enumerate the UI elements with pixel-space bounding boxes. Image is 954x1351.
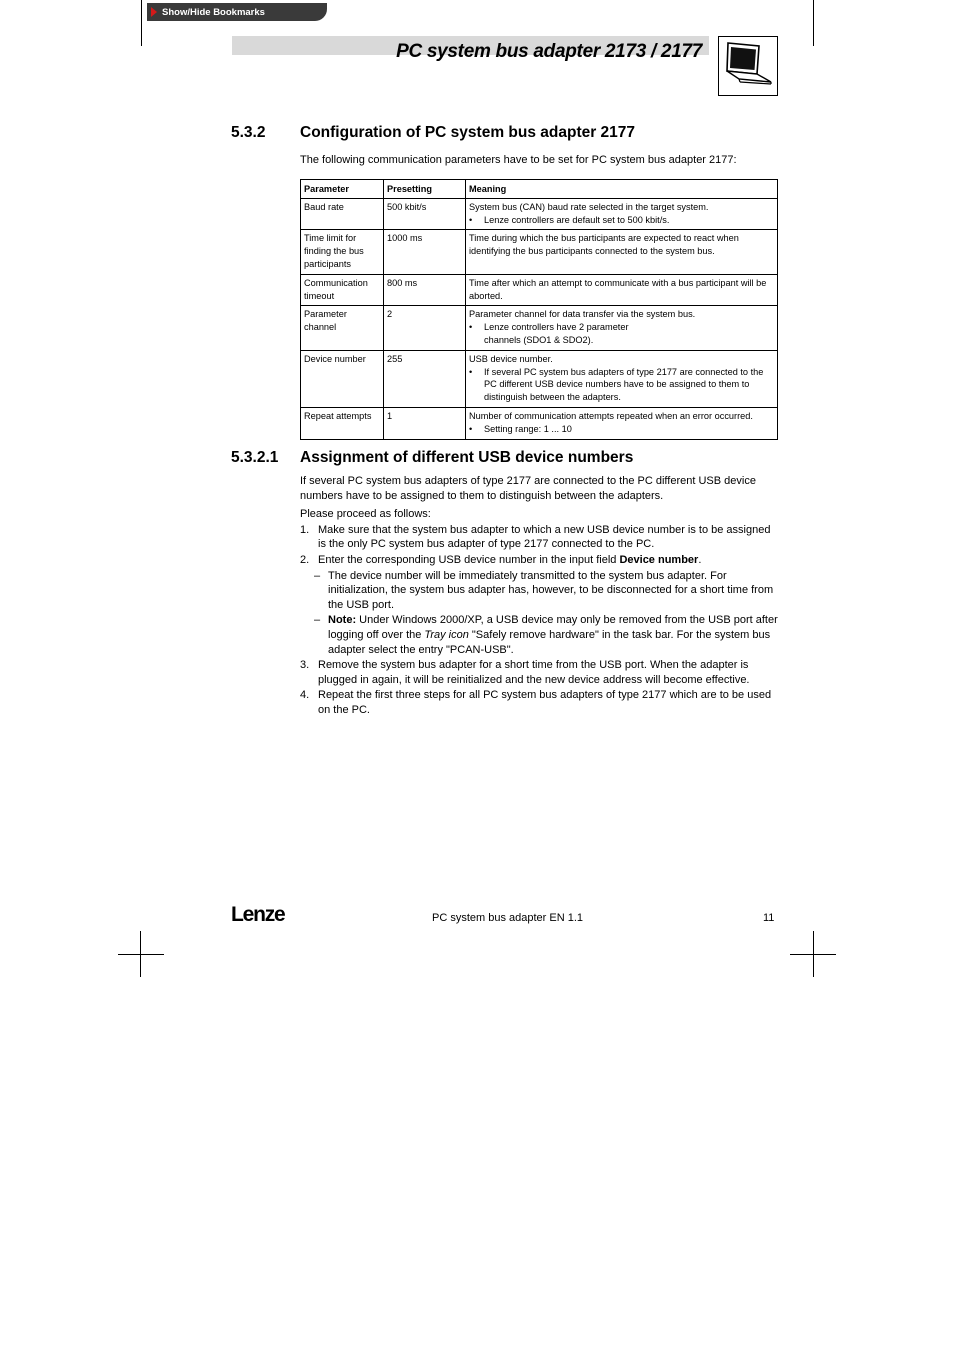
sub-item-text [328, 613, 780, 657]
meaning-text: USB device number. [469, 353, 553, 364]
section-intro: The following communication parameters have to be set for PC system bus adapter 2177: [300, 154, 737, 166]
list-item [300, 523, 780, 552]
sub-item-part: Under Windows 2000/XP, a USB device may only be removed from the USB port after logging off over the [328, 614, 778, 641]
crop-mark [141, 0, 142, 46]
column-header: Presetting [384, 180, 466, 199]
table-row [301, 274, 778, 306]
step-number: 3. [300, 659, 310, 672]
column-header: Parameter [301, 180, 384, 199]
meaning-cell [466, 274, 778, 306]
preset-cell: 1 [384, 407, 466, 439]
step-text-bold: Device number [619, 553, 699, 566]
crop-mark [118, 954, 164, 955]
step-text [318, 553, 701, 568]
crop-mark [813, 0, 814, 46]
triangle-right-icon [151, 7, 157, 17]
param-cell: Repeat attempts [301, 407, 384, 439]
param-cell: Device number [301, 350, 384, 407]
list-item [300, 658, 780, 687]
param-cell: Communication timeout [301, 274, 384, 306]
subsection-number: 5.3.2.1 [231, 449, 279, 466]
sub-item-part: "Safely remove hardware" in the task bar. For the system bus adapter select the entry "PCAN-USB". [328, 628, 771, 656]
step-number: 4. [300, 689, 310, 702]
note-label: Note: [328, 614, 357, 627]
preset-cell: 255 [384, 350, 466, 407]
subsection-title: Assignment of different USB device numbers [300, 449, 634, 466]
list-item [300, 688, 780, 717]
sub-list-item [314, 613, 780, 657]
step-text-part: Enter the corresponding USB device number in the input field [318, 553, 620, 566]
show-hide-bookmarks-button[interactable] [147, 3, 327, 21]
param-cell: Parameter channel [301, 306, 384, 350]
bullet-item: • Setting range: 1 ... 10 [469, 423, 572, 434]
sub-item-italic: Tray icon [424, 628, 469, 641]
dash-marker: – [314, 614, 321, 627]
sub-item-text: The device number will be immediately transmitted to the system bus adapter. For initialization, the system bus adapter has, however, to be disconnected for a short time from the USB port. [328, 569, 774, 611]
page-number: 11 [763, 912, 775, 924]
page-title: PC system bus adapter 2173 / 2177 [396, 41, 702, 62]
bookmarks-label: Show/Hide Bookmarks [162, 6, 265, 18]
steps-list [300, 523, 780, 718]
preset-cell: 2 [384, 306, 466, 350]
bullet-text: If several PC system bus adapters of type 2177 are connected to the PC different USB device numbers have to be assigned to them to distinguish between the adapters. [484, 366, 764, 403]
meaning-cell [466, 350, 778, 407]
step-number: 2. [300, 553, 310, 566]
meaning-cell [466, 198, 778, 230]
paragraph: Please proceed as follows: [300, 508, 431, 521]
meaning-text: System bus (CAN) baud rate selected in the target system. [469, 201, 709, 212]
table-row [301, 350, 778, 407]
step-text: Remove the system bus adapter for a short time from the USB port. When the adapter is plugged in again, it will be reinitialized and the new device address will become effective. [318, 659, 750, 686]
param-cell: Baud rate [301, 198, 384, 230]
preset-cell: 500 kbit/s [384, 198, 466, 230]
table-row [301, 407, 778, 439]
parameter-table [300, 179, 778, 440]
step-text: Make sure that the system bus adapter to which a new USB device number is to be assigned is the only PC system bus adapter of type 2177 connected to the PC. [318, 523, 771, 551]
paragraph: If several PC system bus adapters of type 2177 are connected to the PC different USB device numbers have to be assigned to them to distinguish between the adapters. [300, 475, 756, 502]
table-row [301, 198, 778, 230]
bullet-text: Setting range: 1 ... 10 [484, 423, 572, 434]
lenze-logo: Lenze [231, 903, 285, 926]
section-title: Configuration of PC system bus adapter 2177 [300, 124, 636, 141]
section-number: 5.3.2 [231, 124, 266, 141]
bullet-text: Lenze controllers have 2 parameter channels (SDO1 & SDO2). [484, 322, 629, 345]
meaning-text: Time during which the bus participants are expected to react when identifying the bus participants connected to the system bus. [469, 233, 739, 257]
meaning-text: Number of communication attempts repeated when an error occurred. [469, 410, 753, 421]
meaning-cell [466, 407, 778, 439]
sub-list-item [314, 569, 780, 613]
column-header: Meaning [466, 180, 778, 199]
table-row [301, 306, 778, 350]
step-text-part: . [698, 553, 702, 566]
bullet-text: Lenze controllers are default set to 500 kbit/s. [484, 214, 670, 225]
table-row [301, 230, 778, 274]
preset-cell: 1000 ms [384, 230, 466, 274]
step-text: Repeat the first three steps for all PC system bus adapters of type 2177 which are to be used on the PC. [318, 689, 772, 716]
crop-mark [790, 954, 836, 955]
list-item [300, 553, 780, 568]
laptop-icon [718, 36, 778, 96]
meaning-text: Time after which an attempt to communicate with a bus participant will be aborted. [469, 277, 767, 301]
step-number: 1. [300, 523, 310, 536]
dash-marker: – [314, 569, 321, 582]
subsection-body [300, 474, 780, 718]
meaning-cell [466, 230, 778, 274]
meaning-text: Parameter channel for data transfer via the system bus. [469, 309, 696, 320]
param-cell: Time limit for finding the bus participants [301, 230, 384, 274]
meaning-cell [466, 306, 778, 350]
bullet-item: • Lenze controllers have 2 parameter channels (SDO1 & SDO2). [469, 321, 774, 347]
bullet-item: • If several PC system bus adapters of type 2177 are connected to the PC different USB device numbers have to be assigned to them to distinguish between the adapters. [469, 366, 774, 404]
table-header-row [301, 180, 778, 199]
preset-cell: 800 ms [384, 274, 466, 306]
bullet-item: • Lenze controllers are default set to 500 kbit/s. [469, 214, 670, 225]
footer-doc-title: PC system bus adapter EN 1.1 [432, 912, 584, 924]
